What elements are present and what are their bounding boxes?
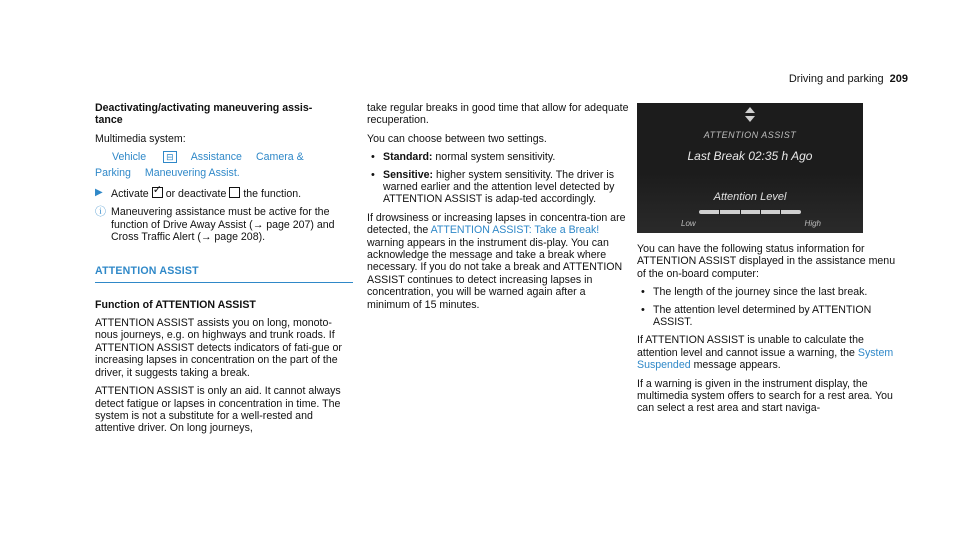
bar-segment [780, 209, 781, 215]
step-arrow-icon: ▶ [95, 187, 103, 199]
setting-label: Standard: [383, 151, 433, 164]
setting-label: Sensitive: [383, 168, 434, 181]
column-left [95, 102, 353, 441]
warning-message-name: ATTENTION ASSIST: Take a Break! [430, 224, 600, 237]
instrument-display-image [637, 103, 863, 233]
menu-path [95, 151, 353, 163]
running-section-title: Driving and parking [788, 73, 884, 85]
display-low-label: Low [681, 219, 696, 228]
heading-function: Function of ATTENTION ASSIST [95, 298, 256, 311]
paragraph-status-info: You can have the following status information for ATTENTION ASSIST displayed in the assistance menu of the on-board computer: [637, 243, 896, 280]
path-maneuvering-assist: Maneuvering Assist. [144, 166, 240, 179]
setting-text: higher system sensitivity. The driver is warned earlier and the attention level detected by ATTENTION ASSIST is adap-ted accordingly. [383, 168, 615, 206]
step-function-text: the function. [243, 188, 302, 201]
display-title: ATTENTION ASSIST [703, 130, 797, 140]
settings-list [367, 151, 629, 206]
suspended-message-name: System Suspended [637, 346, 894, 372]
list-item: • The attention level determined by ATTENTION ASSIST. [653, 304, 897, 329]
display-background [637, 173, 863, 233]
suspended-text-b: message appears. [693, 359, 781, 372]
page-header [789, 73, 908, 85]
setting-text: normal system sensitivity. [435, 151, 556, 164]
paragraph-function-1: ATTENTION ASSIST assists you on long, monoto-nous journeys, e.g. on highways and trunk roads. If ATTENTION ASSIST detects indicators of fati-gue or increasing lapses in concentration on the part of the driver, it suggests taking a break. [95, 317, 342, 379]
multimedia-label: Multimedia system: [95, 132, 186, 145]
bar-segment [760, 209, 761, 215]
warning-text-a: If drowsiness or increasing lapses in concentra-tion are detected, the [367, 211, 626, 237]
info-note [95, 206, 353, 243]
checkbox-checked-icon [152, 187, 163, 198]
instruction-step [95, 187, 353, 200]
info-icon: ⓘ [95, 206, 106, 219]
bar-segment [740, 209, 741, 215]
column-middle [367, 102, 629, 317]
section-title-attention-assist: ATTENTION ASSIST [95, 264, 199, 277]
display-last-break: Last Break 02:35 h Ago [687, 149, 813, 163]
page-number: 209 [889, 73, 908, 85]
step-activate-text: Activate [111, 188, 149, 201]
warning-text-b: warning appears in the instrument dis-play. You can acknowledge the message and take a break where necessary. If you do not take a break and ATTENTION ASSIST continues to detect increasing lapses in concentration, you will be warned again after a minimum of 15 minutes. [367, 236, 623, 311]
suspended-text-a: If ATTENTION ASSIST is unable to calculate the attention level and cannot issue a warning, the [637, 334, 864, 359]
note-text: Maneuvering assistance must be active for the function of Drive Away Assist (→ page 207) and Cross Traffic Alert (→ page 208). [111, 206, 335, 244]
checkbox-unchecked-icon [229, 187, 240, 198]
paragraph-breaks: take regular breaks in good time that allow for adequate recuperation. [367, 102, 629, 127]
list-item: • The length of the journey since the last break. [653, 286, 897, 298]
display-attention-level: Attention Level [713, 191, 787, 203]
path-camera: Camera & [255, 151, 304, 164]
list-item [383, 169, 629, 206]
paragraph-settings: You can choose between two settings. [367, 132, 547, 145]
display-high-label: High [804, 219, 821, 228]
list-item [383, 151, 629, 163]
car-icon: ⊟ [163, 151, 177, 163]
paragraph-suspended [637, 334, 897, 371]
attention-level-bar [699, 210, 801, 214]
paragraph-warning [367, 212, 629, 311]
heading-maneuvering-assistance: Deactivating/activating maneuvering assis- tance [95, 102, 313, 127]
path-parking: Parking [95, 166, 131, 179]
paragraph-rest-area: If a warning is given in the instrument display, the multimedia system offers to search for a rest area. You can select a rest area and start naviga- [637, 377, 893, 415]
section-rule [95, 261, 353, 283]
scroll-arrows-icon [745, 107, 755, 123]
step-deactivate-text: or deactivate [165, 188, 227, 201]
menu-path-line2 [95, 167, 353, 179]
path-assistance: Assistance [190, 151, 242, 164]
path-vehicle: Vehicle [112, 151, 147, 164]
status-list [637, 286, 897, 328]
bar-segment [719, 209, 720, 215]
paragraph-function-2: ATTENTION ASSIST is only an aid. It cannot always detect fatigue or lapses in concentration in time. The system is not a substitute for a well-rested and attentive driver. On long journeys, [95, 385, 341, 435]
column-right [637, 243, 897, 421]
